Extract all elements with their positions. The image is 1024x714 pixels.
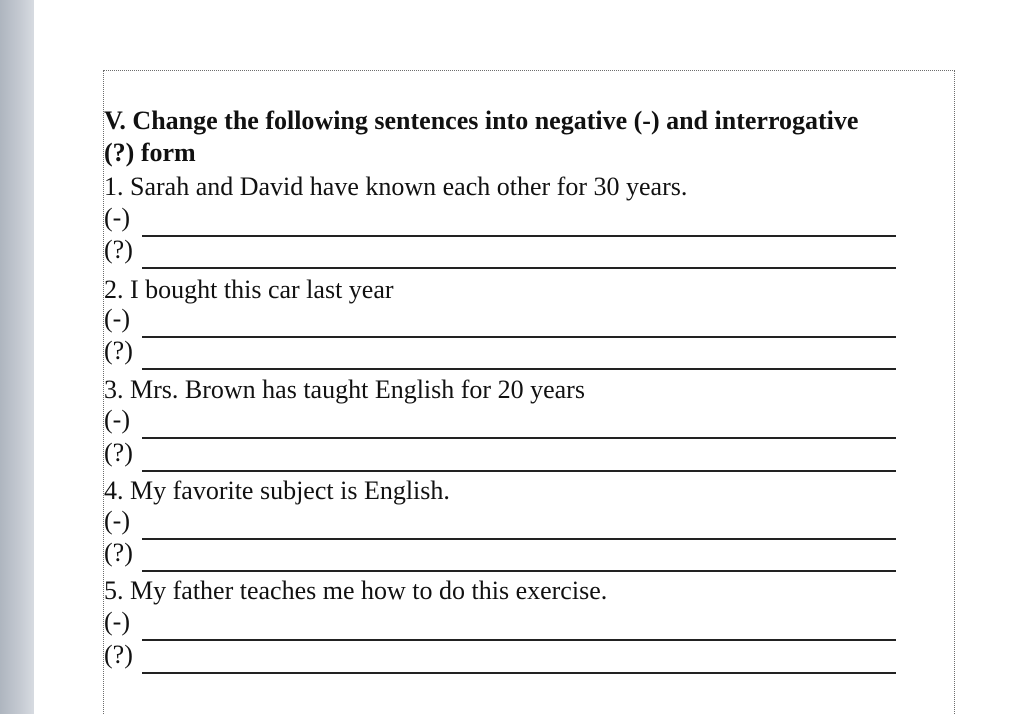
answer-2-interrogative[interactable] (104, 338, 896, 372)
answer-2-negative[interactable] (104, 306, 896, 340)
answer-blank[interactable] (142, 639, 896, 641)
answer-blank[interactable] (142, 368, 896, 370)
page-gutter (0, 0, 34, 714)
answer-1-interrogative[interactable] (104, 237, 896, 271)
sentence-5: 5. My father teaches me how to do this exercise. (104, 576, 608, 605)
interrogative-mark: (?) (104, 538, 133, 567)
interrogative-mark: (?) (104, 235, 133, 264)
sentence-4: 4. My favorite subject is English. (104, 476, 450, 505)
document-page (34, 0, 1024, 714)
negative-mark: (-) (104, 203, 130, 232)
answer-1-negative[interactable] (104, 205, 896, 239)
negative-mark: (-) (104, 405, 130, 434)
answer-blank[interactable] (142, 570, 896, 572)
interrogative-mark: (?) (104, 438, 133, 467)
negative-mark: (-) (104, 607, 130, 636)
answer-blank[interactable] (142, 437, 896, 439)
exercise-text-box[interactable] (103, 70, 955, 714)
answer-3-negative[interactable] (104, 407, 896, 441)
answer-blank[interactable] (142, 672, 896, 674)
answer-5-interrogative[interactable] (104, 642, 896, 676)
sentence-2: 2. I bought this car last year (104, 275, 394, 304)
answer-blank[interactable] (142, 470, 896, 472)
answer-blank[interactable] (142, 267, 896, 269)
answer-4-interrogative[interactable] (104, 540, 896, 574)
sentence-3: 3. Mrs. Brown has taught English for 20 years (104, 375, 585, 404)
negative-mark: (-) (104, 506, 130, 535)
interrogative-mark: (?) (104, 336, 133, 365)
answer-5-negative[interactable] (104, 609, 896, 643)
sentence-1: 1. Sarah and David have known each other for 30 years. (104, 172, 688, 201)
answer-4-negative[interactable] (104, 508, 896, 542)
exercise-heading: V. Change the following sentences into negative (-) and interrogative (?) form (104, 106, 859, 167)
answer-3-interrogative[interactable] (104, 440, 896, 474)
interrogative-mark: (?) (104, 640, 133, 669)
negative-mark: (-) (104, 304, 130, 333)
